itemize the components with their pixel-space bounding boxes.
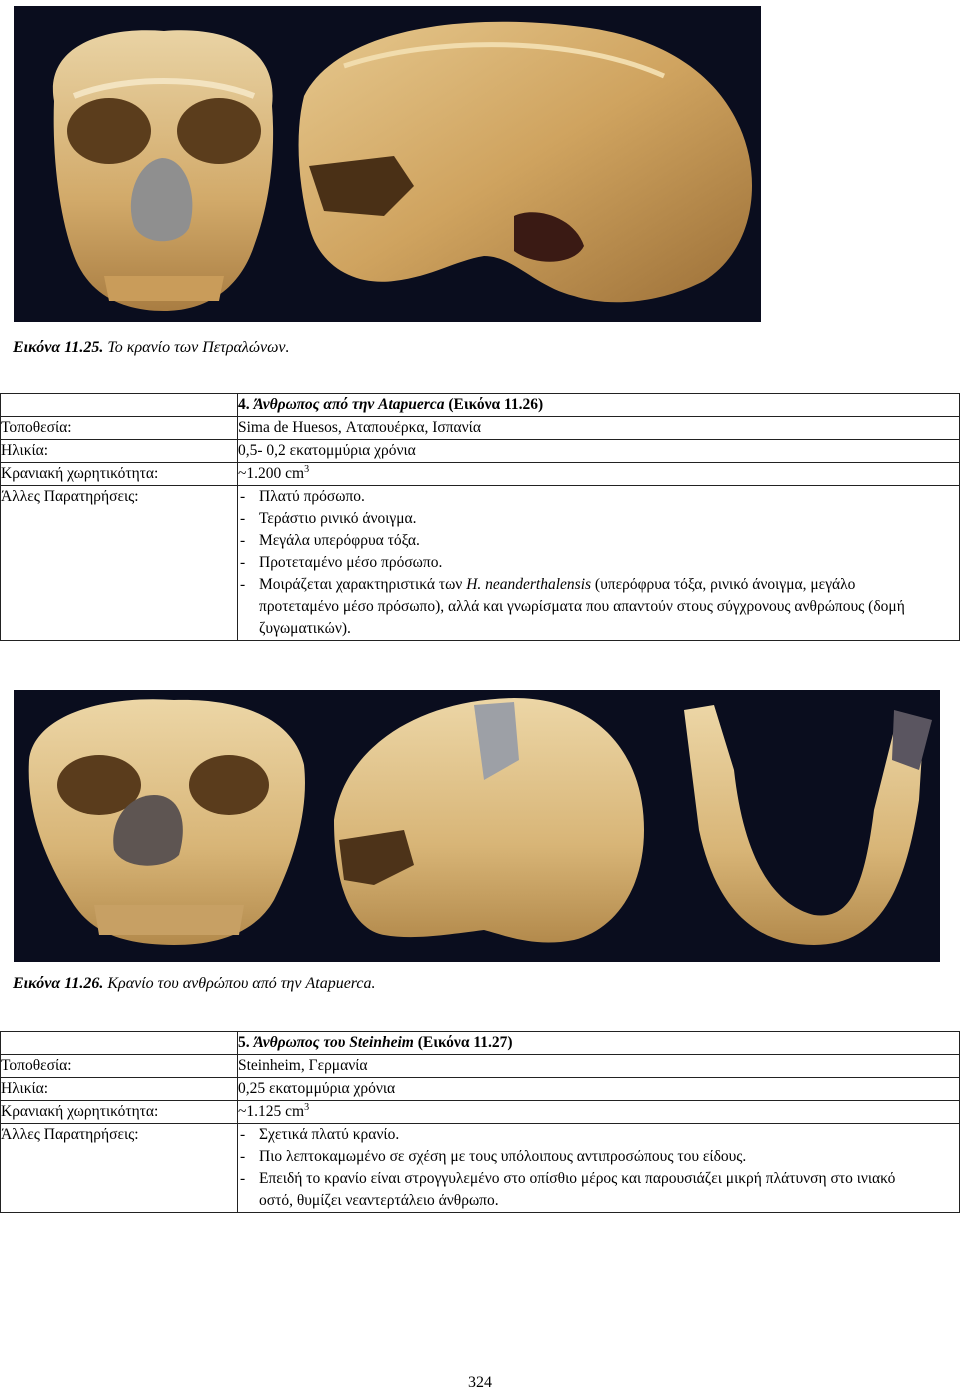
list-item: - Επειδή το κρανίο είναι στρογγυλεμένο στο οπίσθιο μέρος και παρουσιάζει μικρή πλάτυνση στο ινιακό οστό, θυμίζει νεαντερτάλειο άνθρωπο. <box>238 1168 959 1212</box>
mandible <box>684 705 932 945</box>
location-label: Τοποθεσία: <box>1 1055 238 1078</box>
age-row <box>1 440 960 463</box>
notes-list <box>238 486 960 641</box>
figure-caption-11-25 <box>13 339 290 357</box>
capacity-value: ~1.200 $cm^3$ <box>238 463 960 486</box>
capacity-label: Κρανιακή χωρητικότητα: <box>1 1101 238 1124</box>
location-row <box>1 417 960 440</box>
notes-row <box>1 486 960 641</box>
table-heading-row <box>1 1032 960 1055</box>
age-row <box>1 1078 960 1101</box>
list-item: - Μοιράζεται χαρακτηριστικά των H. neanderthalensis (υπερόφρυα τόξα, ρινικό άνοιγμα, μεγάλο προτεταμένο μέσο πρόσωπο), αλλά και γνωρίσματα που απαντούν στους σύγχρονους ανθρώπους (δομή ζυγωματικών). <box>238 574 959 640</box>
capacity-row <box>1 1101 960 1124</box>
caption-number: Εικόνα 11.25. <box>13 339 104 356</box>
list-item: - Σχετικά πλατύ κρανίο. <box>238 1124 959 1146</box>
notes-label: Άλλες Παρατηρήσεις: <box>1 1124 238 1213</box>
figure-caption-11-26 <box>13 975 376 993</box>
lateral-skull <box>334 698 644 943</box>
atapuerca-skull-photo <box>14 690 940 962</box>
table-heading-row <box>1 394 960 417</box>
frontal-skull <box>29 699 305 945</box>
frontal-skull <box>53 30 273 311</box>
notes-row <box>1 1124 960 1213</box>
list-item: - Προτεταμένο μέσο πρόσωπο. <box>238 552 959 574</box>
location-value: Sima de Huesos, Αταπουέρκα, Ισπανία <box>238 417 960 440</box>
location-label: Τοποθεσία: <box>1 417 238 440</box>
notes-list <box>238 1124 960 1213</box>
caption-number: Εικόνα 11.26. <box>13 975 104 992</box>
caption-text: Το κρανίο των Πετραλώνων. <box>107 339 290 356</box>
caption-text: Κρανίο του ανθρώπου από την Atapuerca. <box>107 975 376 992</box>
capacity-value: ~1.125 $cm^3$ <box>238 1101 960 1124</box>
petralona-skull-photo <box>14 6 761 322</box>
list-item: - Μεγάλα υπερόφρυα τόξα. <box>238 530 959 552</box>
page-number: 324 <box>468 1374 492 1391</box>
age-value: 0,5- 0,2 εκατομμύρια χρόνια <box>238 440 960 463</box>
section-heading: 5. Άνθρωπος του Steinheim (Εικόνα 11.27) <box>238 1032 960 1055</box>
list-item: - Πλατύ πρόσωπο. <box>238 486 959 508</box>
section-heading: 4. Άνθρωπος από την Atapuerca (Εικόνα 11.26) <box>238 394 960 417</box>
age-label: Ηλικία: <box>1 1078 238 1101</box>
capacity-row <box>1 463 960 486</box>
age-value: 0,25 εκατομμύρια χρόνια <box>238 1078 960 1101</box>
atapuerca-info-table <box>0 393 960 641</box>
capacity-label: Κρανιακή χωρητικότητα: <box>1 463 238 486</box>
location-value: Steinheim, Γερμανία <box>238 1055 960 1078</box>
steinheim-info-table <box>0 1031 960 1213</box>
location-row <box>1 1055 960 1078</box>
notes-label: Άλλες Παρατηρήσεις: <box>1 486 238 641</box>
list-item: - Πιο λεπτοκαμωμένο σε σχέση με τους υπόλοιπους αντιπροσώπους του είδους. <box>238 1146 959 1168</box>
list-item: - Τεράστιο ρινικό άνοιγμα. <box>238 508 959 530</box>
age-label: Ηλικία: <box>1 440 238 463</box>
lateral-skull <box>299 22 752 302</box>
